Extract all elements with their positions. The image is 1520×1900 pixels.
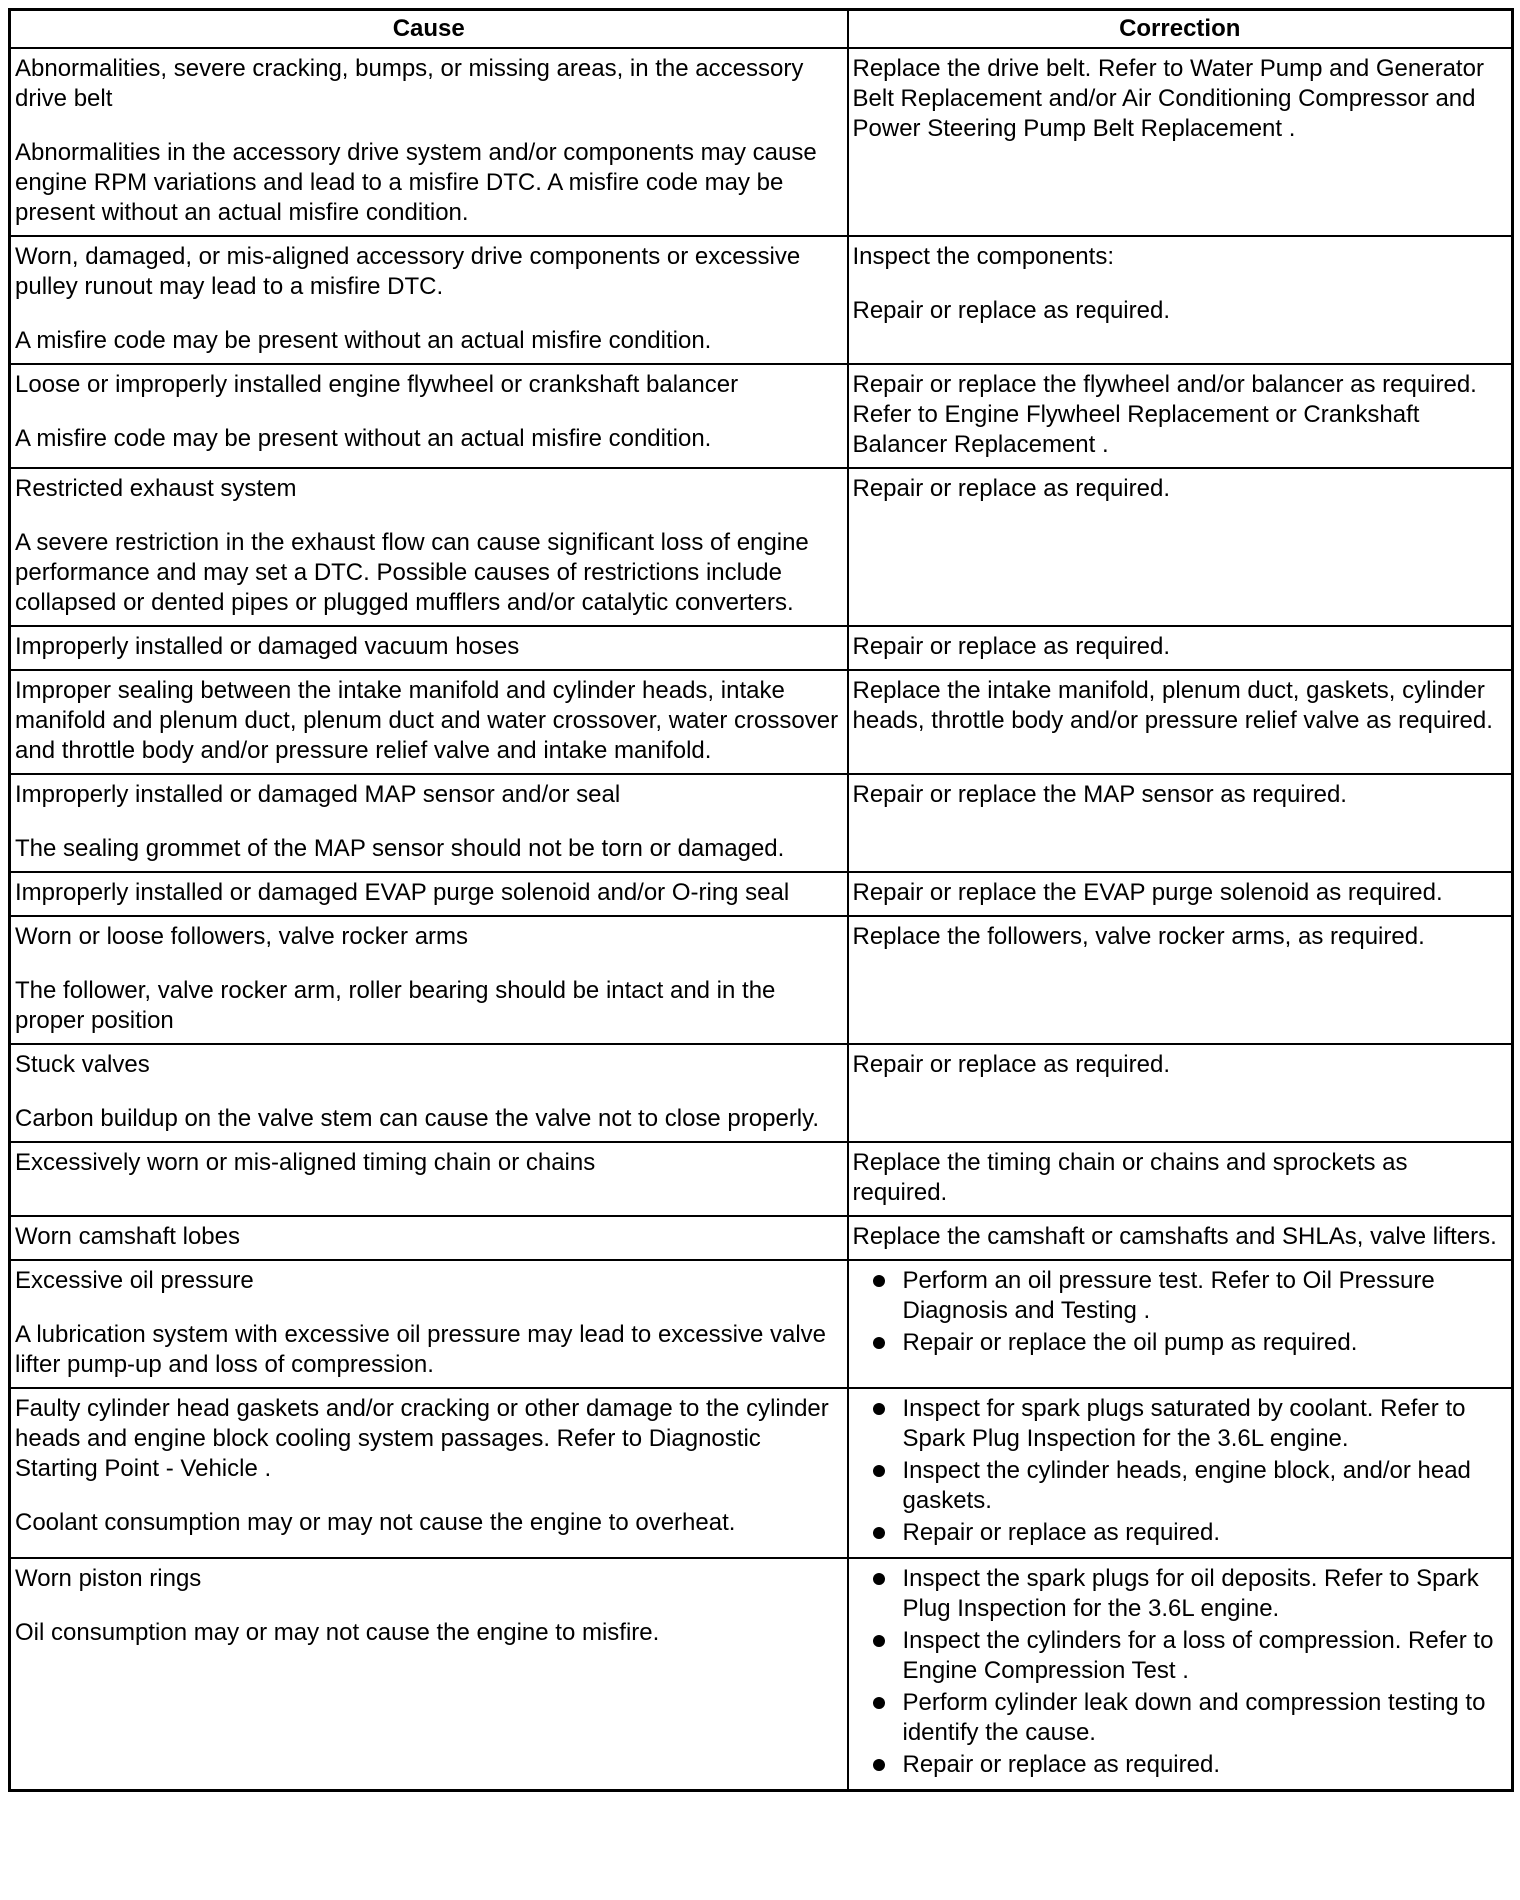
cause-cell xyxy=(10,468,848,626)
cause-cell xyxy=(10,1260,848,1388)
correction-bullet-text: Inspect the spark plugs for oil deposits. Refer to Spark Plug Inspection for the 3.6L engine. xyxy=(902,1565,1479,1622)
cause-text: Improperly installed or damaged EVAP purge solenoid and/or O-ring seal xyxy=(15,879,790,906)
correction-column-header: Correction xyxy=(848,10,1513,49)
correction-cell xyxy=(848,872,1513,916)
correction-cell xyxy=(848,1388,1513,1558)
cause-text: Worn or loose followers, valve rocker arms xyxy=(15,923,469,950)
correction-bullet-list xyxy=(853,1394,1506,1548)
correction-text: Repair or replace as required. xyxy=(852,475,1170,502)
header-row xyxy=(10,10,1513,49)
cause-cell xyxy=(10,236,848,364)
cause-note: A severe restriction in the exhaust flow can cause significant loss of engine performance and may set a DTC. Possible causes of restrictions include collapsed or dented pipes or plugged mufflers and/or catalytic converters. xyxy=(15,529,809,616)
cause-text: Restricted exhaust system xyxy=(15,475,297,502)
table-row xyxy=(10,1142,1513,1216)
bullet-icon xyxy=(873,1403,885,1415)
cause-cell xyxy=(10,626,848,670)
bullet-icon xyxy=(873,1697,885,1709)
cause-text: Excessively worn or mis-aligned timing chain or chains xyxy=(15,1149,596,1176)
correction-bullet-item xyxy=(853,1456,1506,1516)
correction-bullet-list xyxy=(853,1564,1506,1780)
cause-text: Faulty cylinder head gaskets and/or cracking or other damage to the cylinder heads and engine block cooling system passages. Refer to Diagnostic Starting Point - Vehicle . xyxy=(15,1395,829,1482)
cause-note: The sealing grommet of the MAP sensor should not be torn or damaged. xyxy=(15,835,785,862)
cause-cell xyxy=(10,1388,848,1558)
cause-cell xyxy=(10,1142,848,1216)
correction-text: Replace the drive belt. Refer to Water Pump and Generator Belt Replacement and/or Air Conditioning Compressor and Power Steering Pump Belt Replacement . xyxy=(852,55,1484,142)
cause-note: Abnormalities in the accessory drive system and/or components may cause engine RPM variations and lead to a misfire DTC. A misfire code may be present without an actual misfire condition. xyxy=(15,139,817,226)
correction-bullet-text: Perform cylinder leak down and compression testing to identify the cause. xyxy=(902,1689,1486,1746)
cause-text: Worn piston rings xyxy=(15,1565,202,1592)
bullet-icon xyxy=(873,1759,885,1771)
cause-note: The follower, valve rocker arm, roller bearing should be intact and in the proper position xyxy=(15,977,776,1034)
correction-cell xyxy=(848,1260,1513,1388)
cause-text: Stuck valves xyxy=(15,1051,150,1078)
correction-text: Repair or replace as required. xyxy=(852,1051,1170,1078)
cause-cell xyxy=(10,670,848,774)
diagnosis-table xyxy=(8,8,1514,1792)
table-row xyxy=(10,364,1513,468)
cause-text: Abnormalities, severe cracking, bumps, or missing areas, in the accessory drive belt xyxy=(15,55,804,112)
cause-cell xyxy=(10,1044,848,1142)
cause-note: A lubrication system with excessive oil pressure may lead to excessive valve lifter pump-up and loss of compression. xyxy=(15,1321,827,1378)
table-row xyxy=(10,236,1513,364)
cause-cell xyxy=(10,916,848,1044)
cause-text: Worn camshaft lobes xyxy=(15,1223,240,1250)
correction-bullet-list xyxy=(853,1266,1506,1358)
correction-bullet-text: Inspect the cylinder heads, engine block, and/or head gaskets. xyxy=(902,1457,1471,1514)
table-row xyxy=(10,872,1513,916)
correction-bullet-item xyxy=(853,1626,1506,1686)
table-row xyxy=(10,1388,1513,1558)
correction-text: Repair or replace as required. xyxy=(852,297,1170,324)
cause-note: Coolant consumption may or may not cause the engine to overheat. xyxy=(15,1509,736,1536)
correction-cell xyxy=(848,468,1513,626)
correction-cell xyxy=(848,1044,1513,1142)
cause-text: Improperly installed or damaged vacuum hoses xyxy=(15,633,520,660)
correction-cell xyxy=(848,916,1513,1044)
table-row xyxy=(10,1260,1513,1388)
cause-text: Loose or improperly installed engine flywheel or crankshaft balancer xyxy=(15,371,739,398)
correction-text: Repair or replace the MAP sensor as required. xyxy=(852,781,1347,808)
bullet-icon xyxy=(873,1337,885,1349)
table-body xyxy=(10,48,1513,1791)
correction-cell xyxy=(848,626,1513,670)
correction-cell xyxy=(848,364,1513,468)
correction-cell xyxy=(848,1142,1513,1216)
correction-text: Replace the followers, valve rocker arms, as required. xyxy=(852,923,1425,950)
correction-bullet-text: Repair or replace as required. xyxy=(902,1519,1220,1546)
correction-cell xyxy=(848,774,1513,872)
cause-cell xyxy=(10,1216,848,1260)
bullet-icon xyxy=(873,1275,885,1287)
correction-text: Replace the timing chain or chains and sprockets as required. xyxy=(852,1149,1408,1206)
cause-text: Excessive oil pressure xyxy=(15,1267,254,1294)
correction-bullet-text: Repair or replace the oil pump as required. xyxy=(902,1329,1358,1356)
cause-cell xyxy=(10,364,848,468)
table-row xyxy=(10,670,1513,774)
cause-column-header: Cause xyxy=(10,10,848,49)
correction-bullet-item xyxy=(853,1518,1506,1548)
bullet-icon xyxy=(873,1635,885,1647)
correction-bullet-text: Repair or replace as required. xyxy=(902,1751,1220,1778)
correction-bullet-item xyxy=(853,1750,1506,1780)
correction-cell xyxy=(848,1558,1513,1791)
bullet-icon xyxy=(873,1573,885,1585)
table-row xyxy=(10,1044,1513,1142)
table-row xyxy=(10,774,1513,872)
table-row xyxy=(10,48,1513,236)
cause-note: A misfire code may be present without an actual misfire condition. xyxy=(15,327,712,354)
correction-bullet-text: Inspect for spark plugs saturated by coolant. Refer to Spark Plug Inspection for the 3.6L engine. xyxy=(902,1395,1466,1452)
correction-text: Replace the camshaft or camshafts and SHLAs, valve lifters. xyxy=(852,1223,1497,1250)
correction-cell xyxy=(848,48,1513,236)
cause-text: Improperly installed or damaged MAP sensor and/or seal xyxy=(15,781,621,808)
correction-text: Repair or replace the EVAP purge solenoid as required. xyxy=(852,879,1443,906)
correction-bullet-text: Perform an oil pressure test. Refer to Oil Pressure Diagnosis and Testing . xyxy=(902,1267,1435,1324)
correction-bullet-item xyxy=(853,1328,1506,1358)
correction-bullet-item xyxy=(853,1266,1506,1326)
table-row xyxy=(10,626,1513,670)
cause-note: A misfire code may be present without an actual misfire condition. xyxy=(15,425,712,452)
correction-bullet-item xyxy=(853,1394,1506,1454)
correction-bullet-item xyxy=(853,1688,1506,1748)
correction-bullet-text: Inspect the cylinders for a loss of compression. Refer to Engine Compression Test . xyxy=(902,1627,1494,1684)
table-row xyxy=(10,468,1513,626)
correction-text: Inspect the components: xyxy=(852,243,1114,270)
correction-text: Repair or replace the flywheel and/or balancer as required. Refer to Engine Flywheel Replacement or Crankshaft Balancer Replacement . xyxy=(852,371,1477,458)
cause-cell xyxy=(10,774,848,872)
cause-cell xyxy=(10,48,848,236)
correction-bullet-item xyxy=(853,1564,1506,1624)
correction-cell xyxy=(848,1216,1513,1260)
cause-note: Carbon buildup on the valve stem can cause the valve not to close properly. xyxy=(15,1105,820,1132)
cause-cell xyxy=(10,872,848,916)
cause-note: Oil consumption may or may not cause the engine to misfire. xyxy=(15,1619,660,1646)
bullet-icon xyxy=(873,1465,885,1477)
table-row xyxy=(10,916,1513,1044)
cause-cell xyxy=(10,1558,848,1791)
cause-text: Worn, damaged, or mis-aligned accessory drive components or excessive pulley runout may lead to a misfire DTC. xyxy=(15,243,801,300)
table-row xyxy=(10,1558,1513,1791)
bullet-icon xyxy=(873,1527,885,1539)
correction-text: Replace the intake manifold, plenum duct, gaskets, cylinder heads, throttle body and/or pressure relief valve as required. xyxy=(852,677,1493,734)
correction-cell xyxy=(848,236,1513,364)
cause-text: Improper sealing between the intake manifold and cylinder heads, intake manifold and plenum duct, plenum duct and water crossover, water crossover and throttle body and/or pressure relief valve and intake manifold. xyxy=(15,677,839,764)
correction-cell xyxy=(848,670,1513,774)
table-row xyxy=(10,1216,1513,1260)
correction-text: Repair or replace as required. xyxy=(852,633,1170,660)
